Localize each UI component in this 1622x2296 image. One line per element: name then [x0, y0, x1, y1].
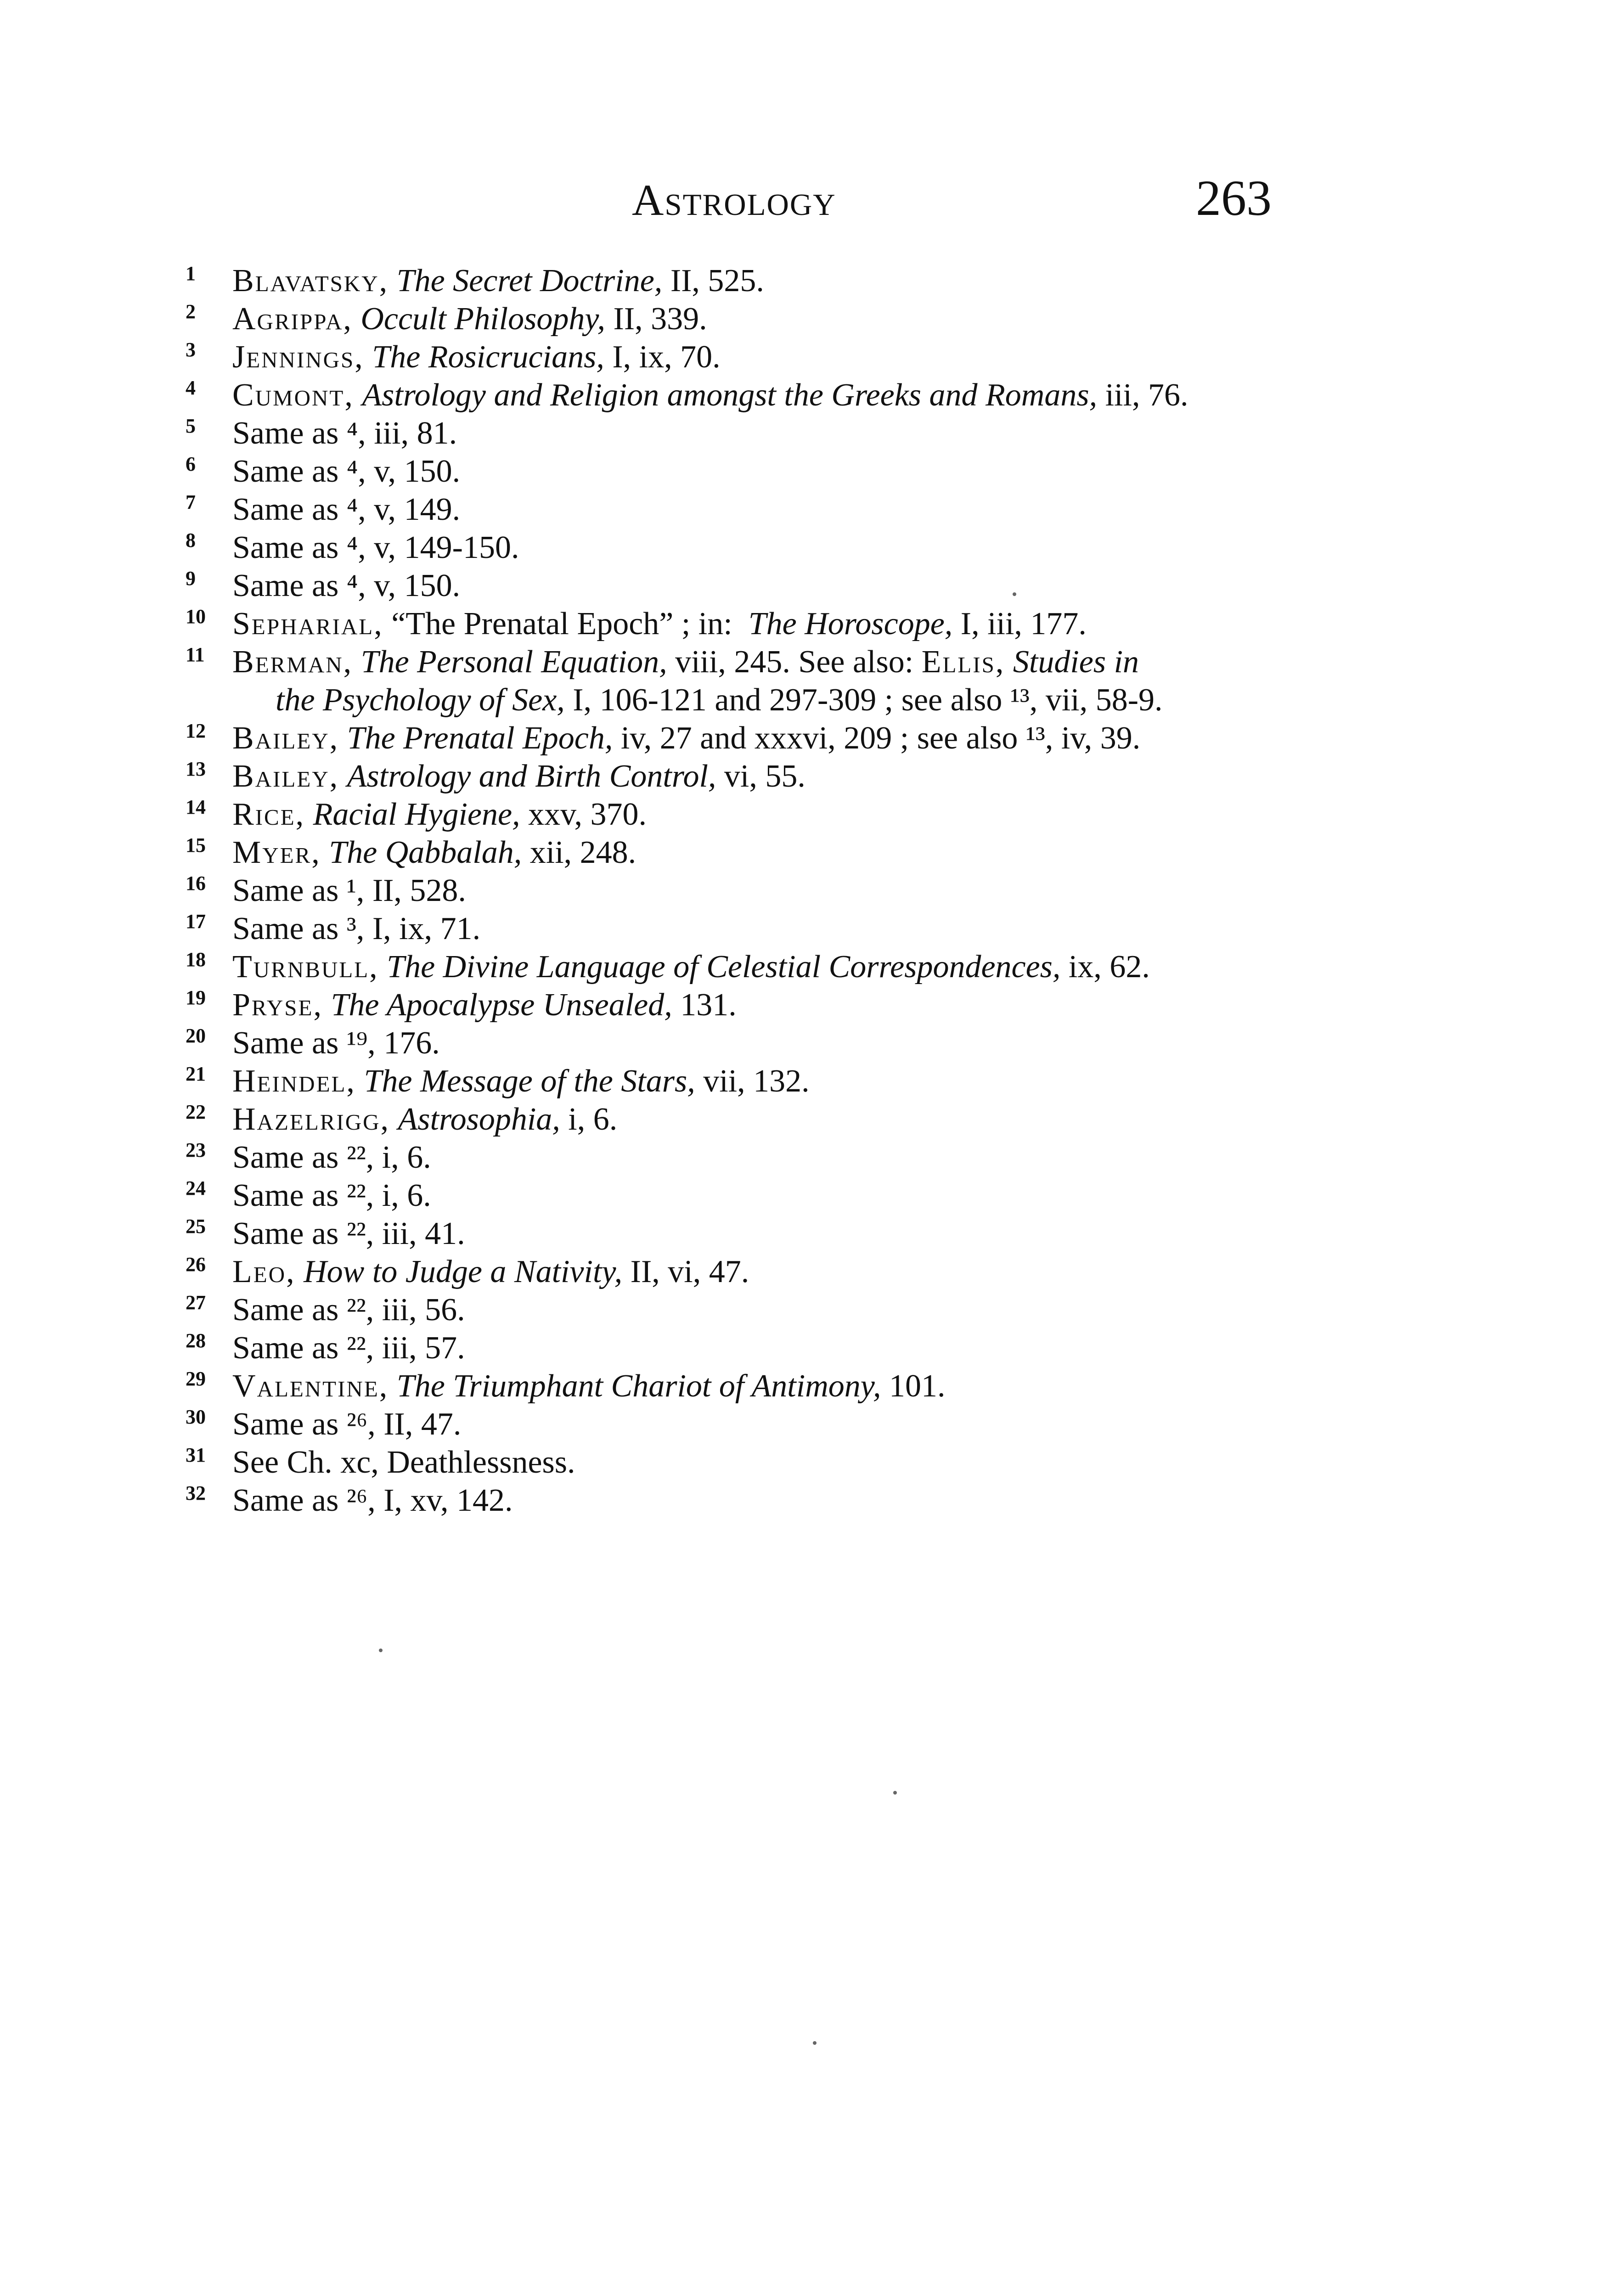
footnote-rest: II, 525. — [662, 263, 764, 298]
footnote-text — [232, 529, 1357, 567]
footnote-text — [232, 1405, 1357, 1443]
footnote-number: 24 — [186, 1177, 206, 1199]
footnote-number: 13 — [186, 758, 206, 780]
footnote-plain-text: Same as ⁴, v, 149. — [232, 492, 461, 527]
footnote-plain-text: Same as ⁴, v, 150. — [232, 454, 461, 489]
footnote-number: 14 — [186, 796, 206, 818]
footnote-25 — [0, 1215, 1622, 1253]
footnote-18 — [0, 948, 1622, 986]
footnote-number: 20 — [186, 1024, 206, 1047]
footnote-text — [232, 605, 1357, 643]
footnote-text — [232, 1176, 1357, 1215]
footnote-author: Heindel, — [232, 1064, 356, 1099]
footnote-continuation-rest: I, 106-121 and 297-309 ; see also ¹³, vii, 58-9. — [564, 682, 1163, 718]
footnote-author: Agrippa, — [232, 301, 353, 337]
footnote-author-2: Ellis, — [921, 644, 1005, 680]
footnote-plain-text: Same as ²⁶, I, xv, 142. — [232, 1483, 513, 1518]
footnote-pre: “The Prenatal Epoch” ; in: — [383, 606, 741, 642]
footnote-number: 25 — [186, 1215, 206, 1238]
footnote-author: Leo, — [232, 1254, 296, 1289]
footnote-text — [232, 1367, 1357, 1405]
footnote-author: Jennings, — [232, 339, 364, 375]
footnote-title: Astrosophia, — [398, 1102, 560, 1137]
footnote-author: Blavatsky, — [232, 263, 389, 298]
footnote-text — [232, 986, 1357, 1024]
footnote-5 — [0, 414, 1622, 452]
footnote-text — [232, 1253, 1357, 1291]
running-title: Astrology — [632, 175, 836, 225]
footnote-rest: xii, 248. — [522, 835, 636, 870]
footnote-text — [232, 300, 1357, 338]
footnote-text — [232, 376, 1357, 414]
footnote-1 — [0, 262, 1622, 300]
footnote-text — [232, 452, 1357, 490]
footnote-32 — [0, 1481, 1622, 1519]
footnote-author: Cumont, — [232, 377, 354, 413]
footnote-plain-text: See Ch. xc, Deathlessness. — [232, 1445, 575, 1480]
footnote-plain-text: Same as ¹, II, 528. — [232, 873, 466, 908]
footnote-plain-text: Same as ²², iii, 41. — [232, 1216, 465, 1251]
footnote-text — [232, 795, 1357, 833]
footnote-title: The Message of the Stars, — [364, 1064, 695, 1099]
footnote-28 — [0, 1329, 1622, 1367]
footnote-title: Astrology and Birth Control, — [347, 759, 716, 794]
footnote-number: 26 — [186, 1253, 206, 1276]
footnote-rest: 131. — [672, 987, 737, 1023]
footnote-text — [232, 1138, 1357, 1176]
footnote-text — [232, 719, 1357, 757]
footnote-title: The Secret Doctrine, — [396, 263, 663, 298]
footnote-author: Bailey, — [232, 759, 339, 794]
footnote-17 — [0, 910, 1622, 948]
footnote-number: 3 — [186, 338, 196, 361]
footnote-number: 2 — [186, 300, 196, 323]
footnote-title: The Horoscope, — [748, 606, 953, 642]
footnote-24 — [0, 1176, 1622, 1215]
footnote-author: Myer, — [232, 835, 321, 870]
footnote-23 — [0, 1138, 1622, 1176]
footnote-text — [232, 1215, 1357, 1253]
footnote-text — [232, 414, 1357, 452]
footnote-text — [232, 1100, 1357, 1138]
footnote-number: 31 — [186, 1444, 206, 1466]
footnote-text — [232, 872, 1357, 910]
footnote-title: The Qabbalah, — [329, 835, 522, 870]
footnote-list — [0, 262, 1622, 1519]
footnote-author: Hazelrigg, — [232, 1102, 390, 1137]
footnote-rest: II, vi, 47. — [622, 1254, 749, 1289]
footnote-text — [232, 490, 1357, 529]
footnote-27 — [0, 1291, 1622, 1329]
footnote-number: 9 — [186, 567, 196, 590]
footnote-number: 30 — [186, 1406, 206, 1428]
footnote-13 — [0, 757, 1622, 795]
footnote-title: The Prenatal Epoch, — [347, 720, 613, 756]
footnote-title: The Divine Language of Celestial Correspondences, — [387, 949, 1061, 985]
footnote-30 — [0, 1405, 1622, 1443]
footnote-2 — [0, 300, 1622, 338]
footnote-plain-text: Same as ⁴, v, 149-150. — [232, 530, 519, 565]
footnote-plain-text: Same as ²², iii, 56. — [232, 1292, 465, 1328]
footnote-number: 4 — [186, 377, 196, 399]
footnote-number: 23 — [186, 1139, 206, 1161]
footnote-number: 12 — [186, 720, 206, 742]
footnote-rest: iv, 27 and xxxvi, 209 ; see also ¹³, iv, 39. — [613, 720, 1141, 756]
footnote-author: Valentine, — [232, 1368, 389, 1404]
footnote-title: The Rosicrucians, — [372, 339, 604, 375]
footnote-text — [232, 948, 1357, 986]
footnote-title: The Triumphant Chariot of Antimony, — [396, 1368, 881, 1404]
footnote-plain-text: Same as ²², iii, 57. — [232, 1330, 465, 1366]
footnote-author: Bailey, — [232, 720, 339, 756]
footnote-plain-text: Same as ⁴, v, 150. — [232, 568, 461, 603]
footnote-rest: iii, 76. — [1097, 377, 1188, 413]
footnote-16 — [0, 872, 1622, 910]
footnote-number: 1 — [186, 262, 196, 285]
footnote-number: 28 — [186, 1329, 206, 1352]
footnote-continuation-title: the Psychology of Sex, — [276, 682, 565, 718]
footnote-title: Occult Philosophy, — [360, 301, 606, 337]
footnote-text — [232, 1024, 1357, 1062]
footnote-10 — [0, 605, 1622, 643]
footnote-3 — [0, 338, 1622, 376]
footnote-8 — [0, 529, 1622, 567]
footnote-title: The Personal Equation, — [360, 644, 667, 680]
footnote-rest: i, 6. — [560, 1102, 618, 1137]
page-header — [0, 170, 1622, 234]
footnote-author: Sepharial, — [232, 606, 383, 642]
footnote-text — [232, 567, 1357, 605]
footnote-plain-text: Same as ¹⁹, 176. — [232, 1025, 440, 1061]
footnote-text — [232, 338, 1357, 376]
footnote-number: 19 — [186, 986, 206, 1009]
footnote-text — [232, 643, 1357, 681]
footnote-author: Turnbull, — [232, 949, 379, 985]
page-number: 263 — [1196, 170, 1272, 226]
footnote-14 — [0, 795, 1622, 833]
footnote-number: 18 — [186, 948, 206, 971]
footnote-author: Berman, — [232, 644, 353, 680]
footnote-20 — [0, 1024, 1622, 1062]
footnote-text — [232, 910, 1357, 948]
footnote-title: Astrology and Religion amongst the Greeks and Romans, — [362, 377, 1098, 413]
footnote-number: 21 — [186, 1063, 206, 1085]
footnote-author: Pryse, — [232, 987, 323, 1023]
footnote-number: 32 — [186, 1482, 206, 1504]
footnote-number: 16 — [186, 872, 206, 895]
footnote-rest: 101. — [881, 1368, 946, 1404]
footnote-plain-text: Same as ²², i, 6. — [232, 1178, 431, 1213]
footnote-number: 17 — [186, 910, 206, 933]
footnote-number: 8 — [186, 529, 196, 551]
footnote-rest: ix, 62. — [1060, 949, 1150, 985]
footnote-26 — [0, 1253, 1622, 1291]
scan-speck — [893, 1791, 897, 1795]
footnote-15 — [0, 833, 1622, 872]
footnote-number: 5 — [186, 415, 196, 437]
footnote-text — [232, 1291, 1357, 1329]
footnote-number: 27 — [186, 1291, 206, 1314]
scan-speck — [813, 2041, 817, 2045]
footnote-12 — [0, 719, 1622, 757]
footnote-text — [232, 1329, 1357, 1367]
footnote-author: Rice, — [232, 797, 305, 832]
footnote-number: 10 — [186, 605, 206, 628]
footnote-plain-text: Same as ²⁶, II, 47. — [232, 1407, 462, 1442]
footnote-4 — [0, 376, 1622, 414]
footnote-text — [232, 1443, 1357, 1481]
footnote-19 — [0, 986, 1622, 1024]
footnote-text — [232, 1062, 1357, 1100]
footnote-29 — [0, 1367, 1622, 1405]
footnote-rest: viii, 245. See also: — [667, 644, 922, 680]
footnote-number: 7 — [186, 491, 196, 513]
footnote-rest: I, ix, 70. — [604, 339, 721, 375]
footnote-number: 6 — [186, 453, 196, 475]
footnote-6 — [0, 452, 1622, 490]
footnote-plain-text: Same as ⁴, iii, 81. — [232, 416, 457, 451]
footnote-number: 22 — [186, 1101, 206, 1123]
footnote-rest: vi, 55. — [716, 759, 805, 794]
footnote-title: The Apocalypse Unsealed, — [331, 987, 672, 1023]
footnote-text — [232, 833, 1357, 872]
footnote-continuation — [276, 681, 1355, 719]
footnote-plain-text: Same as ²², i, 6. — [232, 1140, 431, 1175]
footnote-text — [232, 262, 1357, 300]
footnote-plain-text: Same as ³, I, ix, 71. — [232, 911, 481, 946]
footnote-31 — [0, 1443, 1622, 1481]
footnote-number: 15 — [186, 834, 206, 856]
footnote-rest: vii, 132. — [695, 1064, 810, 1099]
footnote-rest: II, 339. — [605, 301, 707, 337]
footnote-text — [232, 1481, 1357, 1519]
footnote-title-2: Studies in — [1013, 644, 1139, 680]
footnote-title: Racial Hygiene, — [313, 797, 520, 832]
footnote-21 — [0, 1062, 1622, 1100]
footnote-number: 11 — [186, 643, 205, 666]
footnote-rest: xxv, 370. — [520, 797, 647, 832]
scan-speck — [1013, 592, 1016, 596]
footnote-9 — [0, 567, 1622, 605]
scan-speck — [379, 1649, 383, 1652]
footnote-22 — [0, 1100, 1622, 1138]
footnote-7 — [0, 490, 1622, 529]
footnote-number: 29 — [186, 1367, 206, 1390]
footnote-title: How to Judge a Nativity, — [304, 1254, 623, 1289]
footnote-text — [232, 757, 1357, 795]
footnote-11 — [0, 643, 1622, 719]
footnote-rest: I, iii, 177. — [952, 606, 1087, 642]
